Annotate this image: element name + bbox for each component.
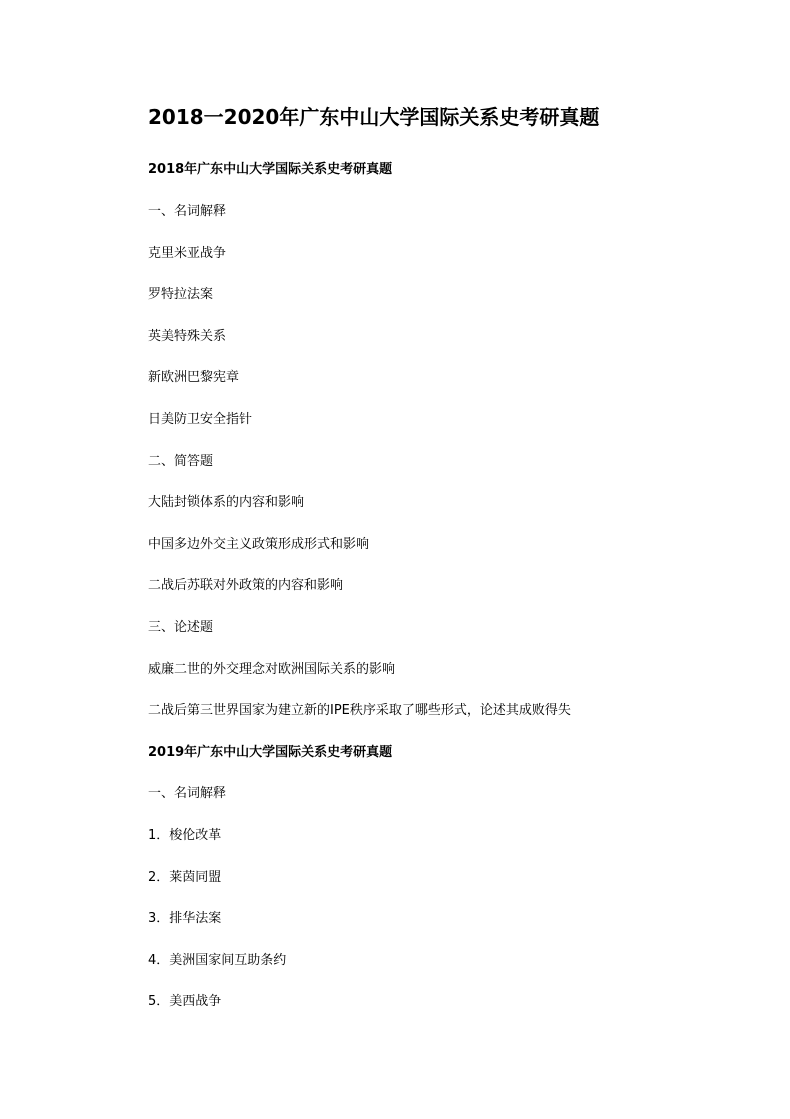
list-item: 4．美洲国家间互助条约 — [148, 953, 287, 968]
part-heading-short-answer: 二、简答题 — [148, 454, 214, 469]
list-item: 3．排华法案 — [148, 911, 222, 926]
list-item: 二战后第三世界国家为建立新的IPE秩序采取了哪些形式，论述其成败得失 — [148, 703, 571, 718]
section-heading-2019: 2019年广东中山大学国际关系史考研真题 — [148, 745, 393, 760]
list-item: 1．梭伦改革 — [148, 828, 222, 843]
list-item: 罗特拉法案 — [148, 287, 214, 302]
list-item: 中国多边外交主义政策形成形式和影响 — [148, 537, 370, 552]
list-item: 5．美西战争 — [148, 994, 222, 1009]
list-item: 日美防卫安全指针 — [148, 412, 253, 427]
section-heading-2018: 2018年广东中山大学国际关系史考研真题 — [148, 162, 393, 177]
list-item: 威廉二世的外交理念对欧洲国际关系的影响 — [148, 662, 396, 677]
list-item: 2．莱茵同盟 — [148, 870, 222, 885]
part-heading-terms: 一、名词解释 — [148, 786, 227, 801]
part-heading-terms: 一、名词解释 — [148, 204, 227, 219]
list-item: 新欧洲巴黎宪章 — [148, 370, 240, 385]
list-item: 二战后苏联对外政策的内容和影响 — [148, 578, 344, 593]
list-item: 英美特殊关系 — [148, 329, 227, 344]
document-title: 2018一2020年广东中山大学国际关系史考研真题 — [148, 105, 600, 129]
part-heading-essay: 三、论述题 — [148, 620, 214, 635]
list-item: 克里米亚战争 — [148, 246, 227, 261]
list-item: 大陆封锁体系的内容和影响 — [148, 495, 305, 510]
